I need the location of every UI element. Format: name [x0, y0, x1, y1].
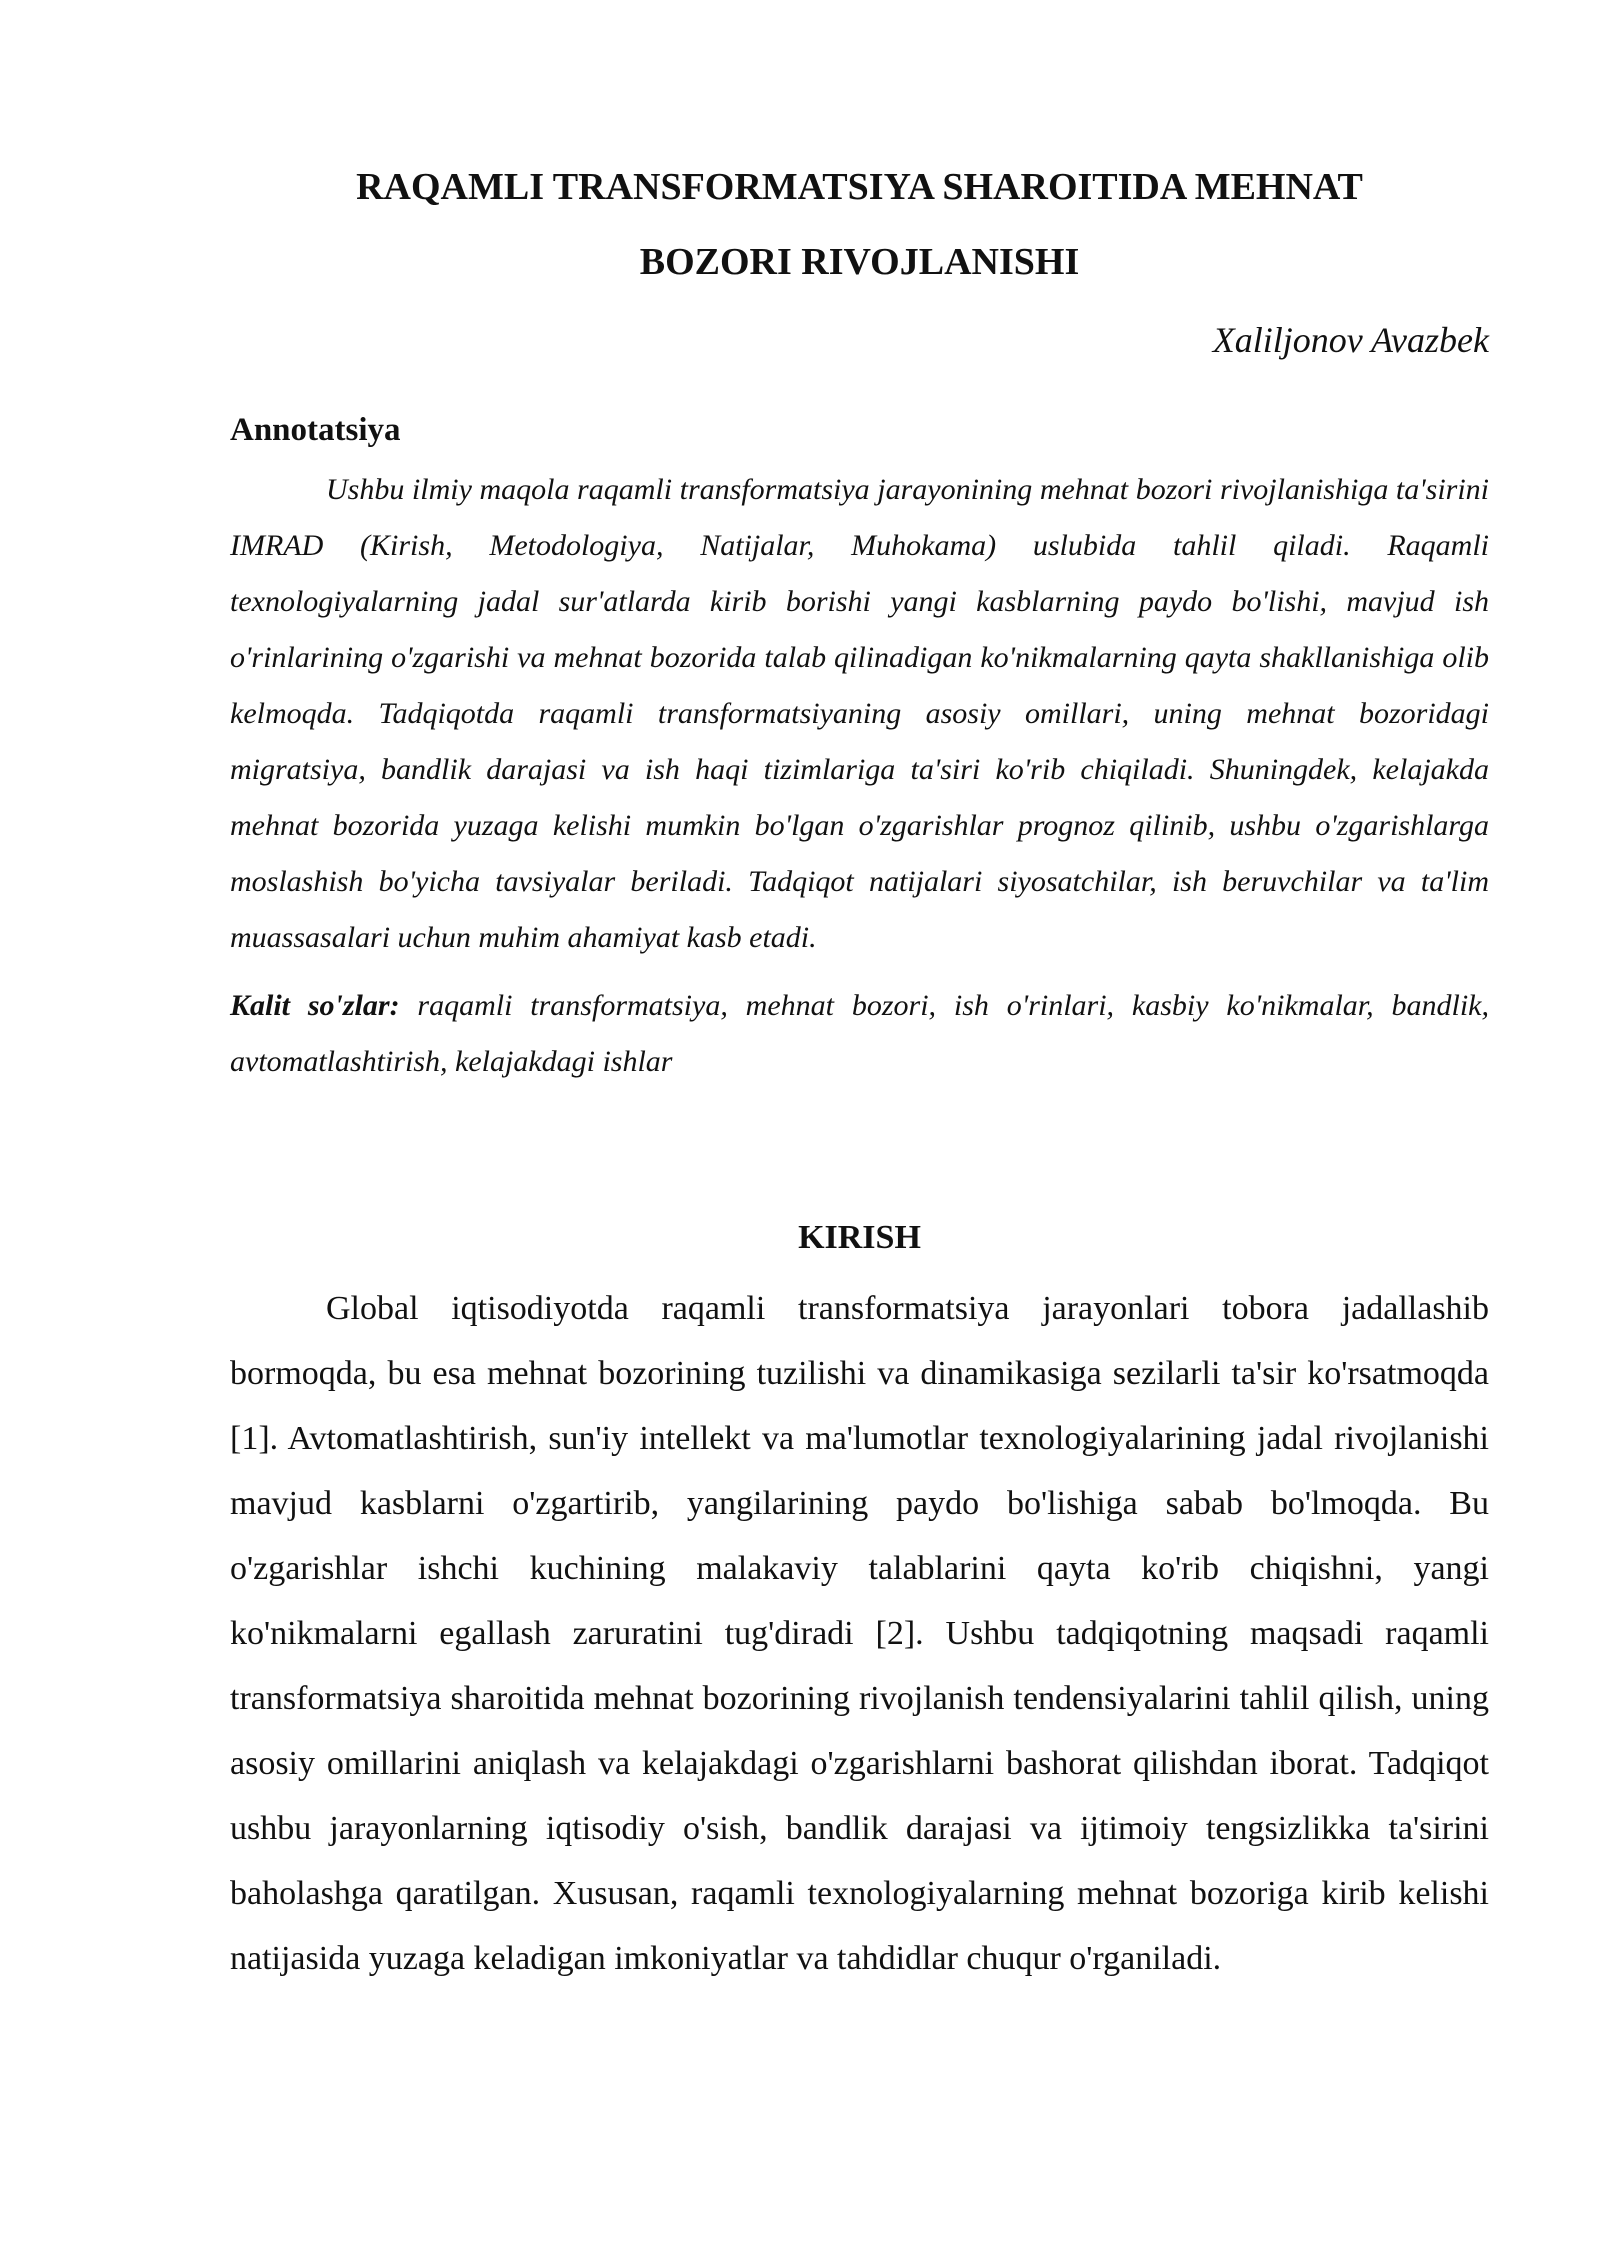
intro-paragraph: Global iqtisodiyotda raqamli transformatsiya jarayonlari tobora jadallashib bormoqda, bu esa mehnat bozorining tuzilishi va dinamikasiga sezilarli ta'sir ko'rsatmoqda [1]. Avtomatlashtirish, sun'iy intellekt va ma'lumotlar texnologiyalarining jadal rivojlanishi mavjud kasblarni o'zgartirib, yangilarining paydo bo'lishiga sabab bo'lmoqda. Bu o'zgarishlar ishchi kuchining malakaviy talablarini qayta ko'rib chiqishni, yangi ko'nikmalarni egallash zaruratini tug'diradi [2]. Ushbu tadqiqotning maqsadi raqamli transformatsiya sharoitida mehnat bozorining rivojlanish tendensiyalarini tahlil qilish, uning asosiy omillarini aniqlash va kelajakdagi o'zgarishlarni bashorat qilishdan iborat. Tadqiqot ushbu jarayonlarning iqtisodiy o'sish, bandlik darajasi va ijtimoiy tengsizlikka ta'sirini baholashga qaratilgan. Xususan, raqamli texnologiyalarning mehnat bozoriga kirib kelishi natijasida yuzaga keladigan imkoniyatlar va tahdidlar chuqur o'rganiladi.	[230, 1290, 1489, 1977]
keywords-text: raqamli transformatsiya, mehnat bozori, ish o'rinlari, kasbiy ko'nikmalar, bandlik, avtomatlashtirish, kelajakdagi ishlar	[230, 989, 1489, 1078]
page-content	[230, 150, 1489, 1991]
keywords-paragraph	[230, 978, 1489, 1090]
abstract-heading: Annotatsiya	[230, 412, 401, 448]
author-name: Xaliljonov Avazbek	[1212, 320, 1489, 360]
paper-title-line-2: BOZORI RIVOJLANISHI	[639, 241, 1080, 283]
section-heading-intro: KIRISH	[798, 1219, 921, 1256]
keywords-label: Kalit so'zlar:	[230, 989, 400, 1022]
paper-title-line-1: RAQAMLI TRANSFORMATSIYA SHAROITIDA MEHNAT	[356, 166, 1363, 208]
paper-title	[230, 150, 1489, 300]
abstract-text: Ushbu ilmiy maqola raqamli transformatsiya jarayonining mehnat bozori rivojlanishiga ta'sirini IMRAD (Kirish, Metodologiya, Natijalar, Muhokama) uslubida tahlil qiladi. Raqamli texnologiyalarning jadal sur'atlarda kirib borishi yangi kasblarning paydo bo'lishi, mavjud ish o'rinlarining o'zgarishi va mehnat bozorida talab qilinadigan ko'nikmalarning qayta shakllanishiga olib kelmoqda. Tadqiqotda raqamli transformatsiyaning asosiy omillari, uning mehnat bozoridagi migratsiya, bandlik darajasi va ish haqi tizimlariga ta'siri ko'rib chiqiladi. Shuningdek, kelajakda mehnat bozorida yuzaga kelishi mumkin bo'lgan o'zgarishlar prognoz qilinib, ushbu o'zgarishlarga moslashish bo'yicha tavsiyalar beriladi. Tadqiqot natijalari siyosatchilar, ish beruvchilar va ta'lim muassasalari uchun muhim ahamiyat kasb etadi.	[230, 473, 1489, 954]
